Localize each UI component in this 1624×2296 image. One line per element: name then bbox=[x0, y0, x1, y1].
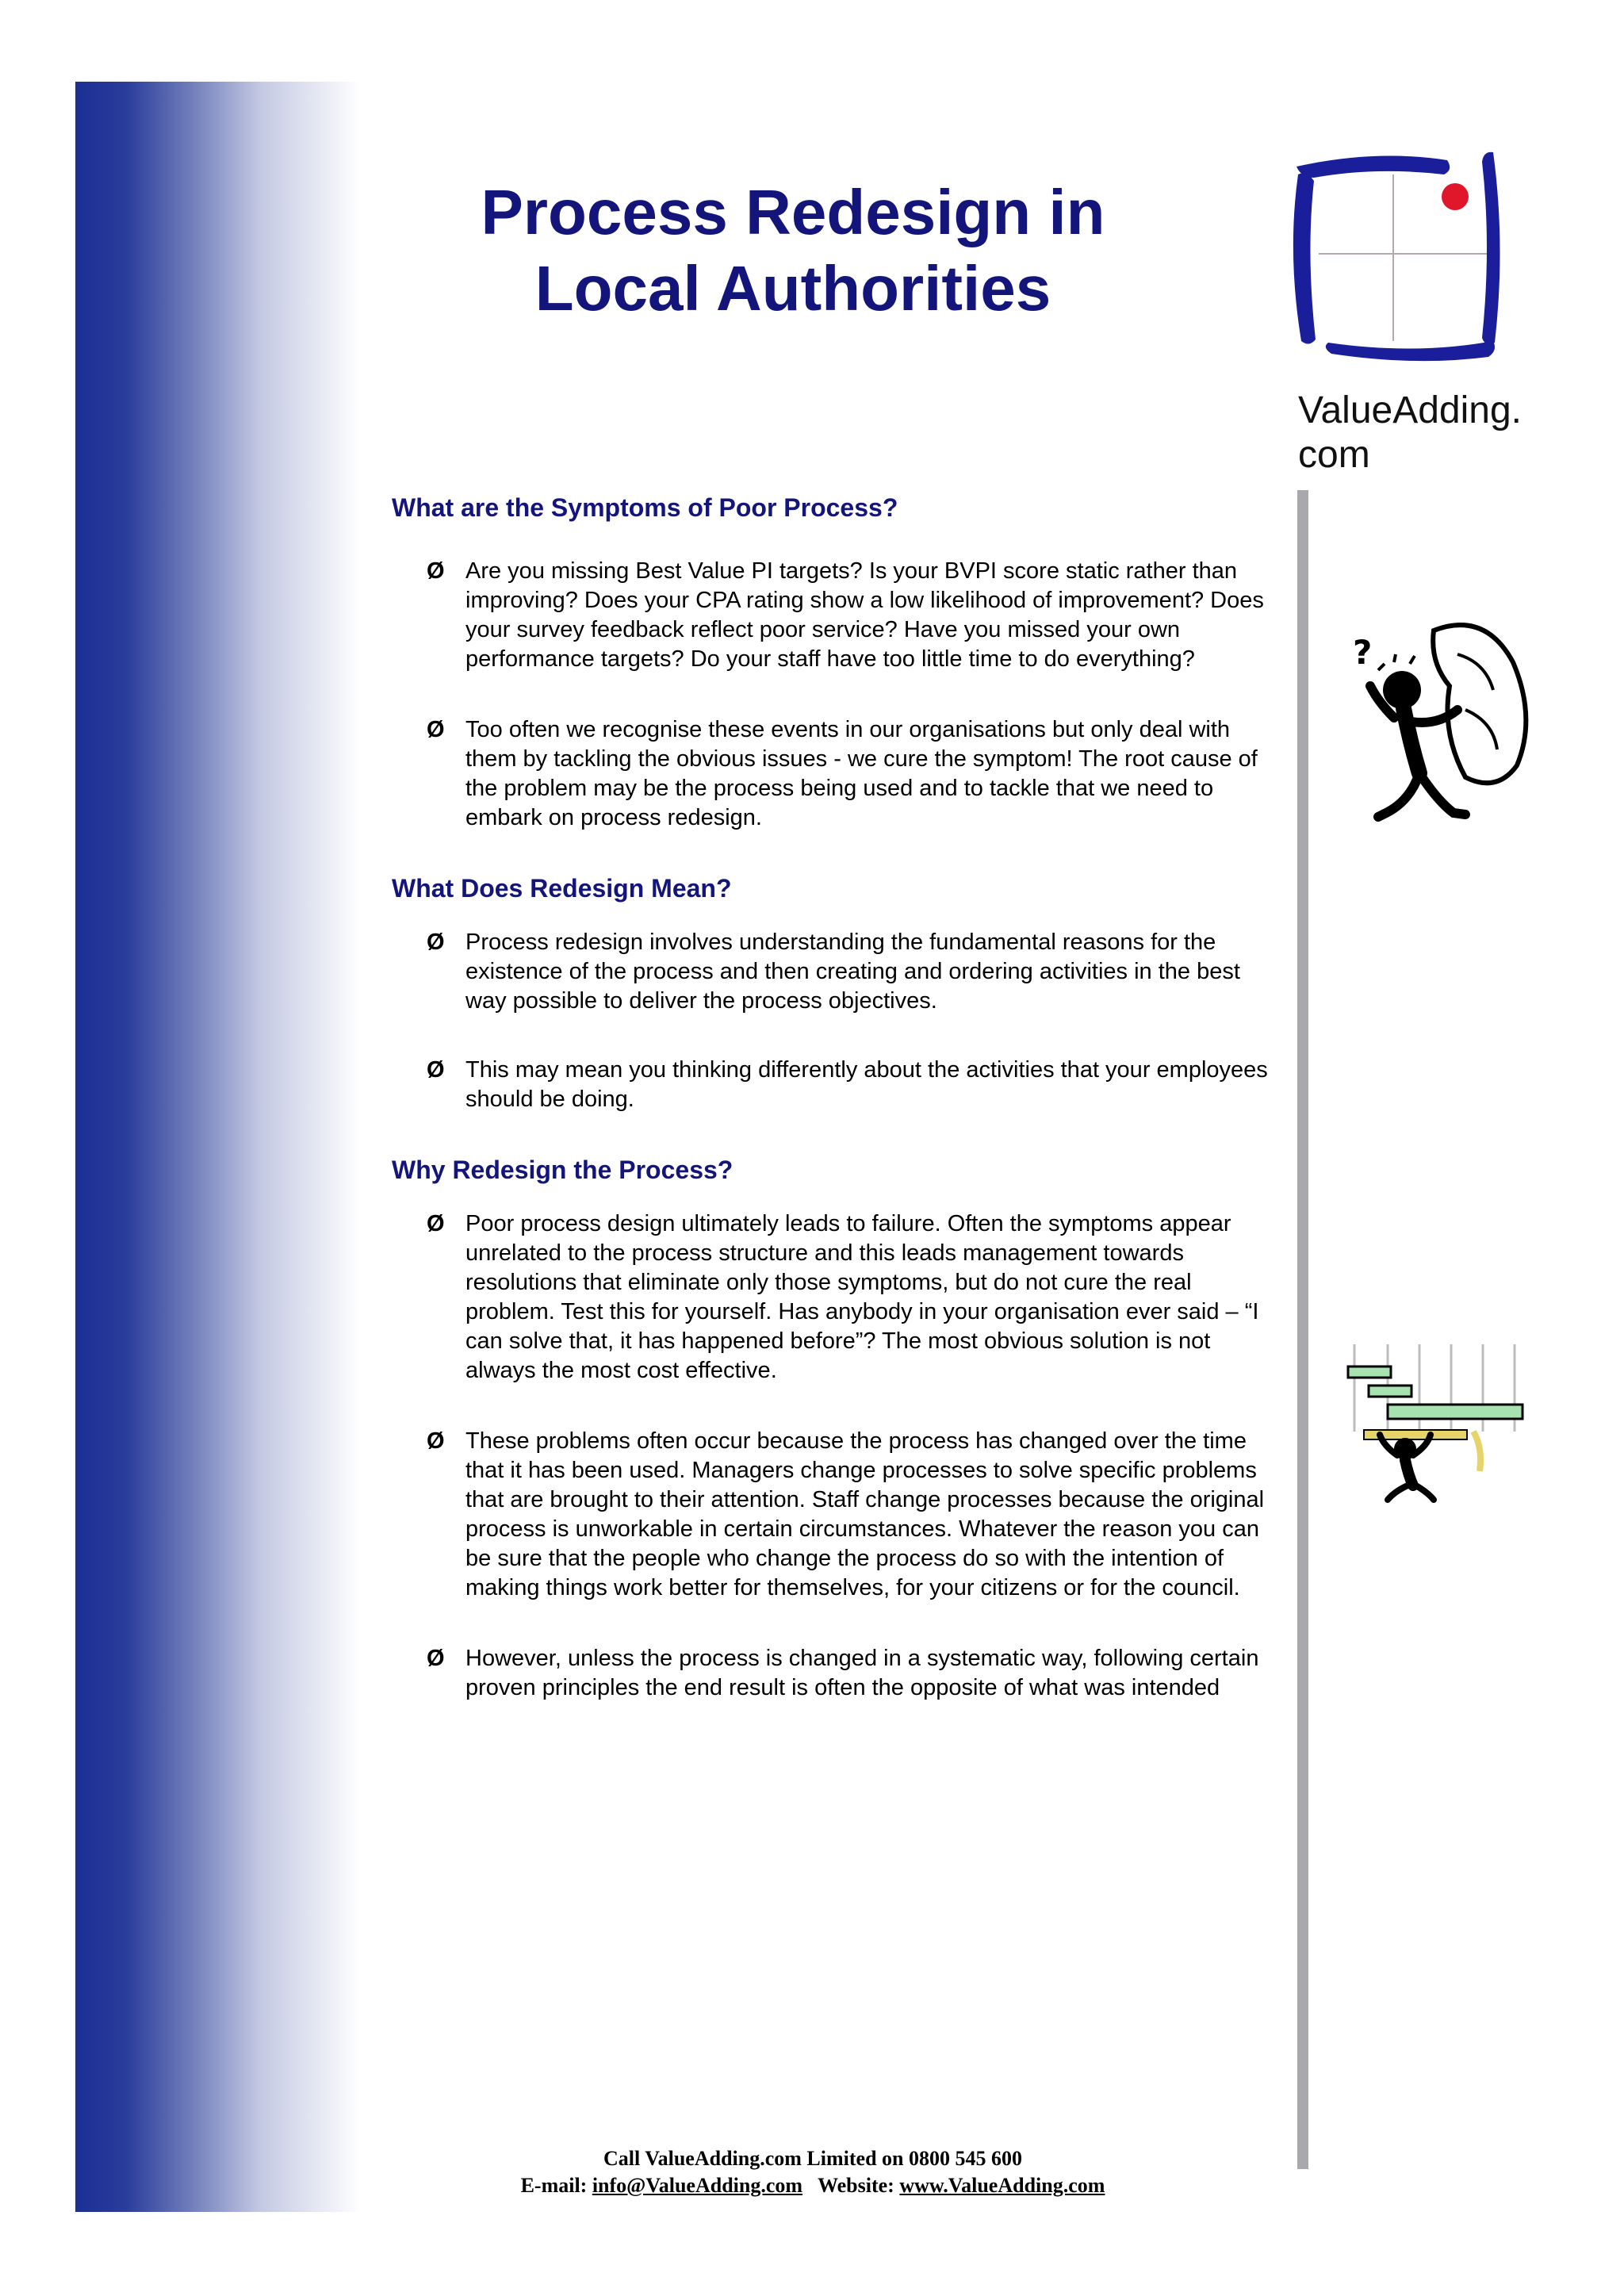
bullet-text: This may mean you thinking differently about the activities that your employees should be doing. bbox=[465, 1057, 1268, 1112]
title-line-1: Process Redesign in bbox=[481, 177, 1105, 247]
list-item bbox=[392, 557, 1272, 674]
brand-line-2: com bbox=[1298, 434, 1370, 476]
bullet-text: However, unless the process is changed in a systematic way, following certain proven principles the end result is often the opposite of what was intended bbox=[465, 1646, 1259, 1700]
bullet-marker-icon: Ø bbox=[427, 1428, 445, 1454]
bullet-text: Are you missing Best Value PI targets? Is your BVPI score static rather than improving? Does your CPA rating show a low likelihood of improvement? Does your survey feedback reflect poor service? Have you missed your own performance targets? Do your staff have too little time to do everything? bbox=[465, 558, 1264, 672]
list-item bbox=[392, 1644, 1272, 1703]
email-link[interactable]: info@ValueAdding.com bbox=[592, 2174, 803, 2197]
website-link[interactable]: www.ValueAdding.com bbox=[899, 2174, 1105, 2197]
sidebar-divider bbox=[1297, 490, 1308, 2169]
bullet-text: Poor process design ultimately leads to failure. Often the symptoms appear unrelated to the process structure and this leads management towards resolutions that eliminate only those symptoms, but do not cure the real problem. Test this for yourself. Has anybody in your organisation ever said – “I can solve that, it has happened before”? The most obvious solution is not always the most cost effective. bbox=[465, 1211, 1259, 1383]
brand-line-1: ValueAdding. bbox=[1298, 389, 1522, 431]
list-item bbox=[392, 715, 1272, 833]
email-label: E-mail: bbox=[520, 2174, 588, 2197]
footer bbox=[412, 2145, 1213, 2199]
footer-phone: Call ValueAdding.com Limited on 0800 545 600 bbox=[603, 2147, 1022, 2170]
bullet-list bbox=[392, 928, 1272, 1114]
bullet-list bbox=[392, 557, 1272, 833]
brand-name bbox=[1298, 389, 1526, 484]
footer-contact bbox=[412, 2172, 1213, 2199]
list-item bbox=[392, 1056, 1272, 1114]
website-label: Website: bbox=[818, 2174, 894, 2197]
title-line-2: Local Authorities bbox=[534, 253, 1051, 324]
list-item bbox=[392, 1209, 1272, 1386]
bullet-marker-icon: Ø bbox=[427, 930, 445, 955]
left-gradient-band bbox=[75, 82, 361, 2212]
bullet-marker-icon: Ø bbox=[427, 1057, 445, 1083]
section-heading: Why Redesign the Process? bbox=[392, 1156, 733, 1184]
bullet-marker-icon: Ø bbox=[427, 1646, 445, 1671]
question-mark-icon: ? bbox=[1353, 633, 1373, 672]
section-redesign-meaning bbox=[392, 872, 1272, 1114]
section-heading: What Does Redesign Mean? bbox=[392, 874, 732, 903]
main-content bbox=[392, 492, 1272, 1703]
list-item bbox=[392, 1427, 1272, 1603]
bullet-text: Process redesign involves understanding the fundamental reasons for the existence of the process and then creating and ordering activities in the best way possible to deliver the process objectives. bbox=[465, 930, 1240, 1014]
section-heading: What are the Symptoms of Poor Process? bbox=[392, 493, 898, 522]
page-title bbox=[412, 174, 1174, 327]
section-symptoms bbox=[392, 492, 1272, 833]
bullet-marker-icon: Ø bbox=[427, 717, 445, 742]
bullet-text: These problems often occur because the process has changed over the time that it has been used. Managers change processes to solve specific problems that are brought to their attention. Staff change processes because the original process is unworkable in certain circumstances. Whatever the reason you can be sure that the people who change the process do so with the intention of making things work better for themselves, for your citizens or for the council. bbox=[465, 1428, 1265, 1600]
bullet-marker-icon: Ø bbox=[427, 558, 445, 584]
valueadding-logo bbox=[1281, 143, 1519, 373]
bullet-marker-icon: Ø bbox=[427, 1211, 445, 1236]
confused-figure-illustration bbox=[1346, 615, 1537, 837]
bullet-text: Too often we recognise these events in our organisations but only deal with them by tackling the obvious issues - we cure the symptom! The root cause of the problem may be the process being used and to tackle that we need to embark on process redesign. bbox=[465, 717, 1258, 830]
lifting-blocks-illustration bbox=[1340, 1344, 1530, 1503]
bullet-list bbox=[392, 1209, 1272, 1703]
section-why-redesign bbox=[392, 1154, 1272, 1703]
list-item bbox=[392, 928, 1272, 1016]
